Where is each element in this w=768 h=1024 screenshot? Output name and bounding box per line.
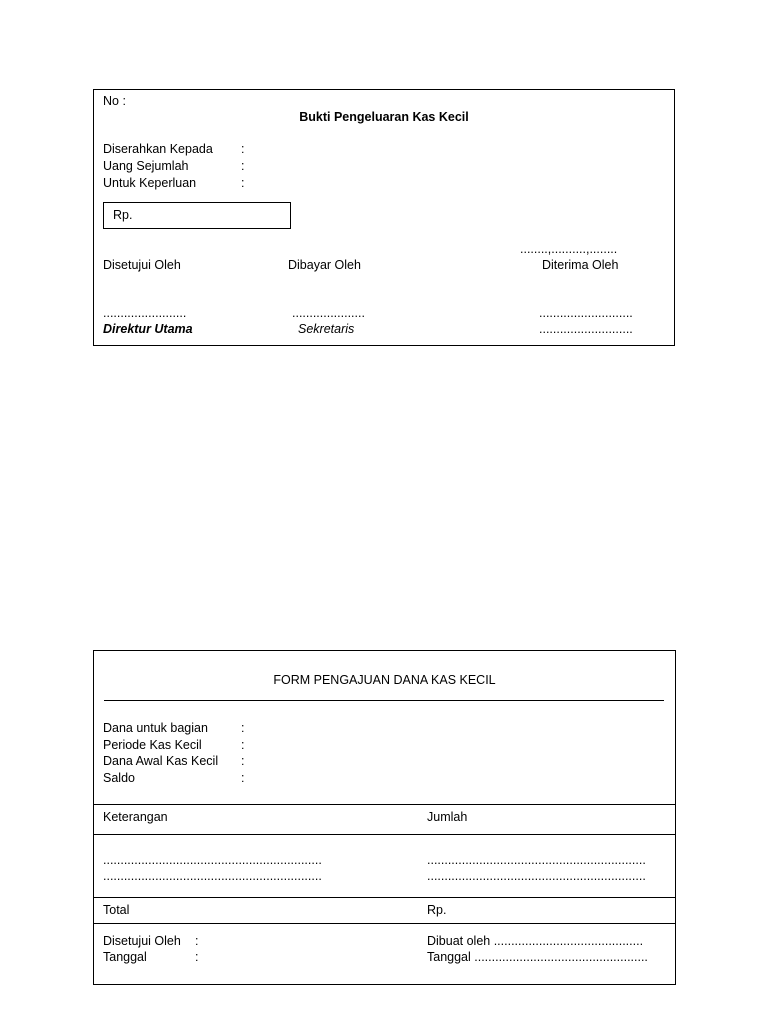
footer-label-tanggal: Tanggal	[103, 950, 147, 964]
table-divider	[93, 923, 676, 924]
column-header-keterangan: Keterangan	[103, 810, 168, 824]
signer-role-dibayar: Dibayar Oleh	[288, 258, 361, 272]
field-colon: :	[241, 721, 245, 735]
field-label-dana-awal: Dana Awal Kas Kecil	[103, 754, 219, 768]
field-colon: :	[195, 934, 199, 948]
field-colon: :	[195, 950, 199, 964]
field-label-dana-untuk-bagian: Dana untuk bagian	[103, 721, 208, 735]
footer-tanggal: Tanggal ..................................................	[427, 950, 648, 964]
field-colon: :	[241, 738, 245, 752]
footer-dibuat-oleh: Dibuat oleh ...........................................	[427, 934, 644, 948]
amount-rp-label: Rp.	[113, 208, 133, 222]
table-divider	[93, 897, 676, 898]
field-colon: :	[241, 771, 245, 785]
row-jumlah-line: ...............................................................	[427, 869, 646, 883]
total-rp-label: Rp.	[427, 903, 447, 917]
date-place-line: ........,..........,........	[520, 242, 618, 256]
column-header-jumlah: Jumlah	[427, 810, 468, 824]
field-colon: :	[241, 176, 245, 190]
field-label-diserahkan-kepada: Diserahkan Kepada	[103, 142, 213, 156]
voucher-title: Bukti Pengeluaran Kas Kecil	[299, 110, 469, 124]
field-label-saldo: Saldo	[103, 771, 135, 785]
signature-line: .....................	[292, 306, 365, 320]
title-underline	[104, 700, 664, 701]
table-divider	[93, 804, 676, 805]
field-colon: :	[241, 159, 245, 173]
signer-name-sekretaris: Sekretaris	[298, 322, 355, 336]
field-label-periode: Periode Kas Kecil	[103, 738, 202, 752]
total-label: Total	[103, 903, 130, 917]
row-jumlah-line: ...............................................................	[427, 853, 646, 867]
signer-role-disetujui: Disetujui Oleh	[103, 258, 181, 272]
signer-name-line: ...........................	[539, 322, 633, 336]
field-label-uang-sejumlah: Uang Sejumlah	[103, 159, 189, 173]
form-title: FORM PENGAJUAN DANA KAS KECIL	[273, 673, 496, 687]
table-divider	[93, 834, 676, 835]
signer-name-direktur: Direktur Utama	[103, 322, 193, 336]
field-colon: :	[241, 754, 245, 768]
field-colon: :	[241, 142, 245, 156]
row-keterangan-line: ...............................................................	[103, 853, 322, 867]
voucher-number-label: No :	[103, 94, 126, 108]
row-keterangan-line: ...............................................................	[103, 869, 322, 883]
signature-line: ...........................	[539, 306, 633, 320]
signature-line: ........................	[103, 306, 187, 320]
signer-role-diterima: Diterima Oleh	[542, 258, 619, 272]
field-label-untuk-keperluan: Untuk Keperluan	[103, 176, 197, 190]
footer-label-disetujui: Disetujui Oleh	[103, 934, 181, 948]
